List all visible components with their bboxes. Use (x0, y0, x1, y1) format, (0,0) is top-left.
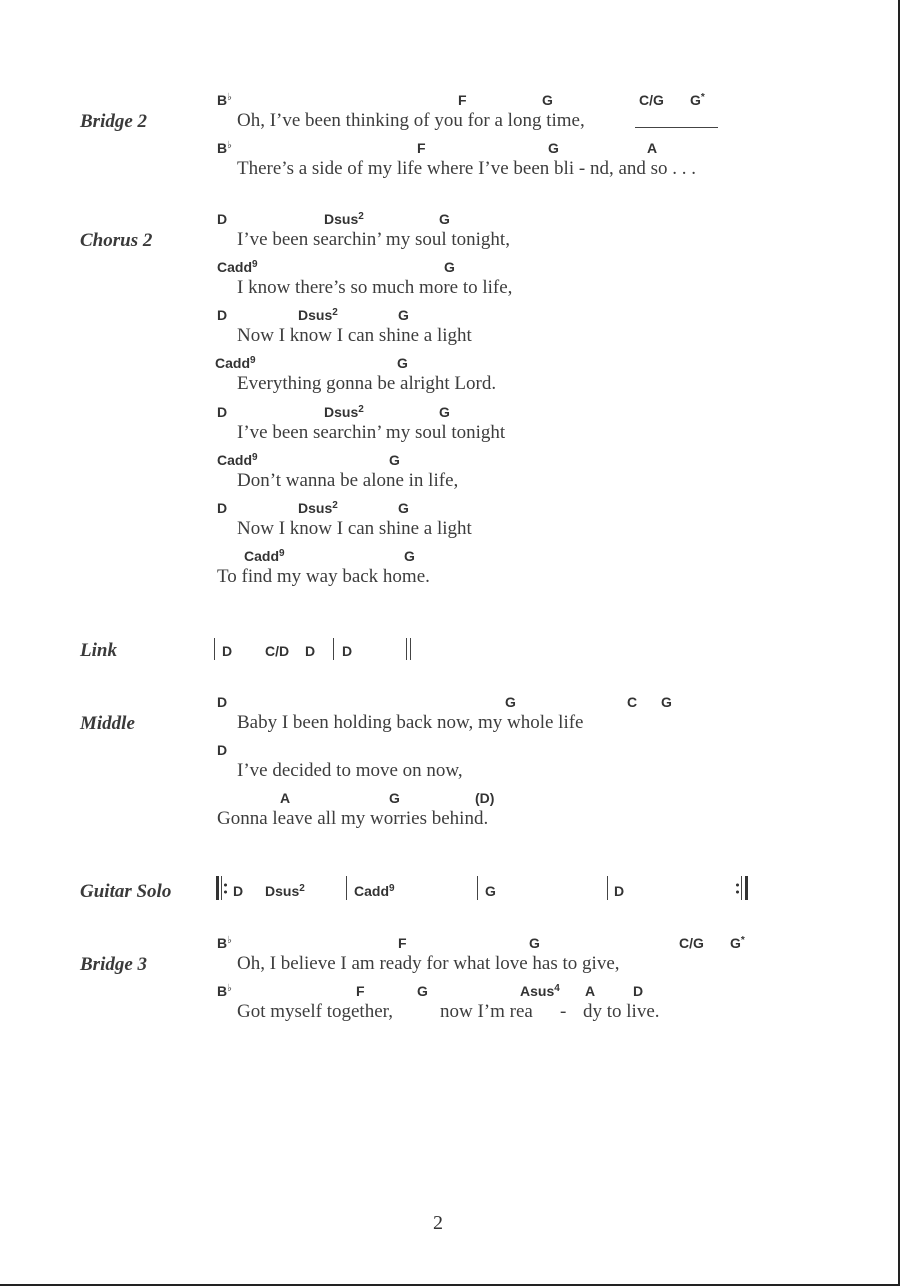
lyric-line: I’ve decided to move on now, (237, 760, 463, 781)
lyric-fragment: now I’m rea (440, 1001, 533, 1022)
barline (346, 876, 347, 900)
lyric-line: I’ve been searchin’ my soul tonight, (237, 229, 510, 250)
barline (477, 876, 478, 900)
chord: A (585, 983, 596, 999)
chord: D (217, 742, 228, 758)
chord: D (217, 211, 228, 227)
chord: Dsus$^2$ (324, 404, 364, 420)
chord: G (661, 694, 672, 710)
chord: G (529, 935, 540, 951)
chord: B♭ (217, 935, 232, 951)
chord: F (398, 935, 407, 951)
chord: G (485, 883, 496, 899)
chord: Cadd$^9$ (244, 548, 285, 564)
repeat-end-barline (741, 876, 742, 900)
barline (333, 638, 334, 660)
repeat-start-barline (216, 876, 219, 900)
chord: Cadd$^9$ (215, 355, 256, 371)
lyric-hyphen: - (560, 1001, 567, 1022)
chord: A (647, 140, 658, 156)
repeat-dots (736, 881, 739, 895)
chord: G* (690, 92, 705, 108)
chord: Dsus$^2$ (324, 211, 364, 227)
chord: B♭ (217, 983, 232, 999)
chord: Cadd$^9$ (354, 883, 395, 899)
chord: (D) (475, 790, 495, 806)
chord: D (222, 643, 233, 659)
barline (214, 638, 215, 660)
chord: D (217, 500, 228, 516)
chord: Dsus$^2$ (298, 307, 338, 323)
chord: A (280, 790, 291, 806)
section-label-bridge-3: Bridge 3 (80, 954, 148, 975)
final-barline (406, 638, 407, 660)
chord: Dsus$^2$ (265, 883, 305, 899)
lyric-fragment: dy to live. (583, 1001, 660, 1022)
lyric-line: Gonna leave all my worries behind. (217, 808, 489, 829)
chord: G (389, 790, 400, 806)
chord: G (404, 548, 415, 564)
chord: D (342, 643, 353, 659)
repeat-start-barline (221, 876, 222, 900)
chord: D (305, 643, 316, 659)
chord: C/D (265, 643, 290, 659)
chord: G (417, 983, 428, 999)
chord: Cadd$^9$ (217, 452, 258, 468)
chord: B♭ (217, 140, 232, 156)
chord: F (356, 983, 365, 999)
repeat-end-barline (745, 876, 748, 900)
lyric-line: I know there’s so much more to life, (237, 277, 513, 298)
section-label-link: Link (80, 640, 117, 661)
chord: D (633, 983, 644, 999)
barline (607, 876, 608, 900)
lyric-line: Don’t wanna be alone in life, (237, 470, 459, 491)
chord: G* (730, 935, 745, 951)
section-label-middle: Middle (80, 713, 135, 734)
lyric-line: To find my way back home. (217, 566, 430, 587)
chord: D (217, 307, 228, 323)
chord: G (439, 211, 450, 227)
lyric-line: I’ve been searchin’ my soul tonight (237, 422, 506, 443)
chord: Cadd$^9$ (217, 259, 258, 275)
lyric-fragment: Got myself together, (237, 1001, 393, 1022)
chord: G (398, 307, 409, 323)
chord: G (505, 694, 516, 710)
lyric-line: Baby I been holding back now, my whole life (237, 712, 584, 733)
chord: D (217, 404, 228, 420)
lyric-line: Everything gonna be alright Lord. (237, 373, 497, 394)
section-label-bridge-2: Bridge 2 (80, 111, 148, 132)
page-number: 2 (433, 1212, 443, 1234)
chord: C/G (639, 92, 664, 108)
chord: C/G (679, 935, 704, 951)
chord: G (397, 355, 408, 371)
chord: B♭ (217, 92, 232, 108)
repeat-dots (224, 881, 227, 895)
chord: G (548, 140, 559, 156)
chord: G (439, 404, 450, 420)
lyric-line: Oh, I’ve been thinking of you for a long time, (237, 110, 585, 131)
lyric-line: There’s a side of my life where I’ve been bli - nd, and so . . . (237, 158, 697, 179)
blank-underline (635, 127, 718, 128)
chord: F (458, 92, 467, 108)
chord: D (233, 883, 244, 899)
final-barline (410, 638, 411, 660)
chord: G (444, 259, 455, 275)
chord: G (542, 92, 553, 108)
chord: G (389, 452, 400, 468)
chord: Dsus$^2$ (298, 500, 338, 516)
lyric-line: Oh, I believe I am ready for what love has to give, (237, 953, 620, 974)
chord: Asus$^4$ (520, 983, 560, 999)
lyric-line: Now I know I can shine a light (237, 518, 472, 539)
chord: F (417, 140, 426, 156)
section-label-chorus-2: Chorus 2 (80, 230, 153, 251)
chord: D (614, 883, 625, 899)
chord: C (627, 694, 638, 710)
section-label-guitar-solo: Guitar Solo (80, 881, 172, 902)
chord: D (217, 694, 228, 710)
lyric-line: Now I know I can shine a light (237, 325, 472, 346)
chord: G (398, 500, 409, 516)
